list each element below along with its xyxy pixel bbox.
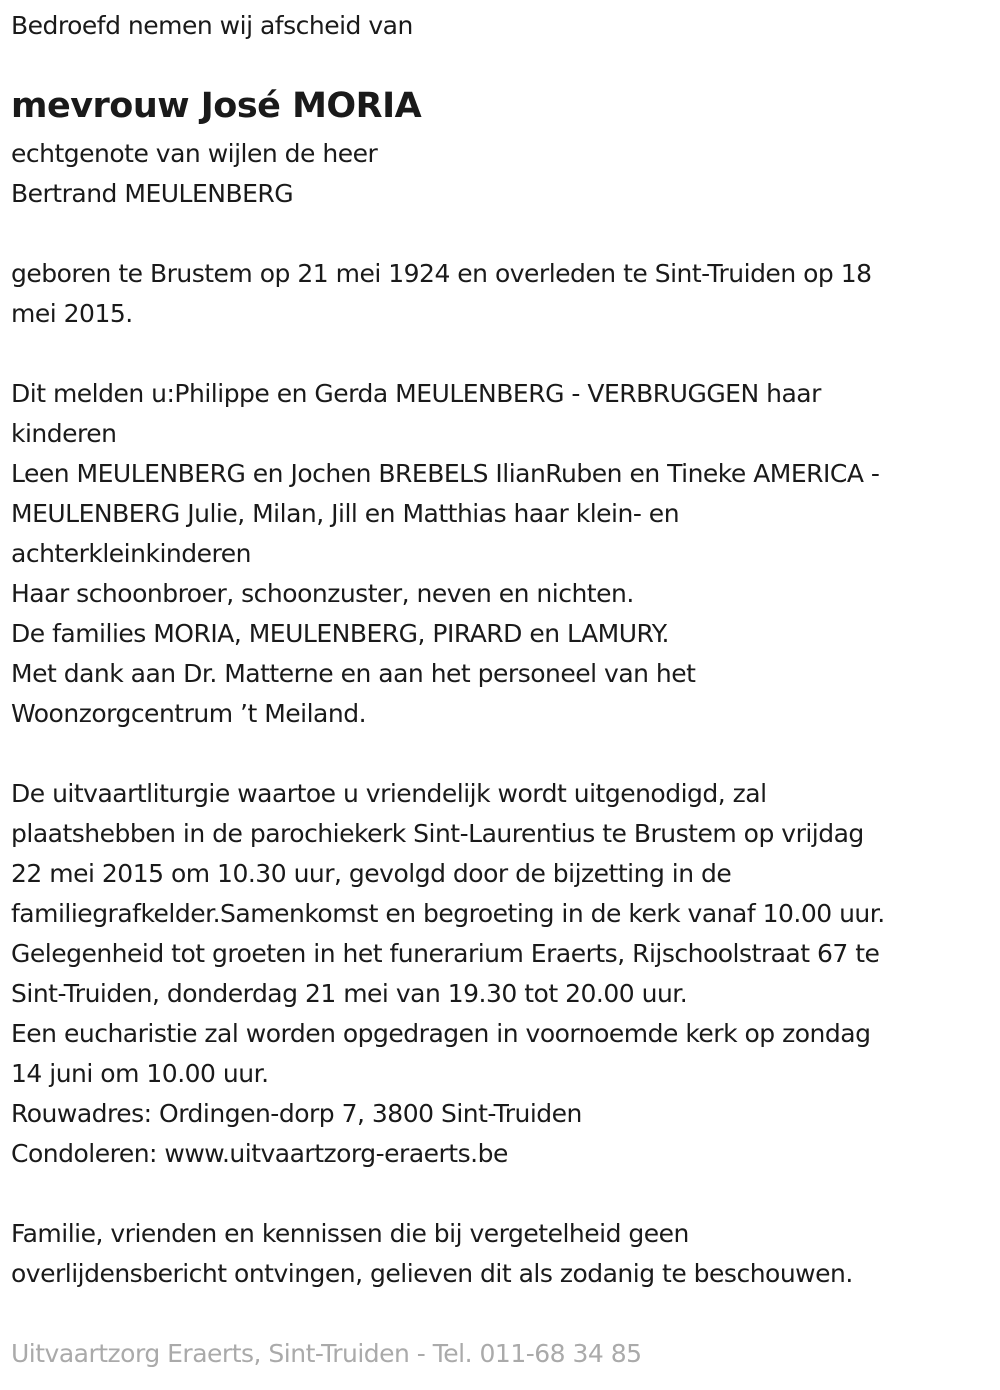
- funeral-line: De uitvaartliturgie waartoe u vriendelijk wordt uitgenodigd, zal: [11, 779, 767, 808]
- funeral-line: Gelegenheid tot groeten in het funerarium Eraerts, Rijschoolstraat 67 te: [11, 939, 880, 968]
- note-line: Familie, vrienden en kennissen die bij vergetelheid geen: [11, 1219, 689, 1248]
- notice-note-section: [11, 1214, 853, 1294]
- deceased-name: mevrouw José MORIA: [11, 86, 422, 126]
- funeral-line: 14 juni om 10.00 uur.: [11, 1059, 269, 1088]
- family-section: [11, 374, 879, 734]
- family-line: MEULENBERG Julie, Milan, Jill en Matthias haar klein- en: [11, 499, 680, 528]
- funeral-section: [11, 774, 885, 1174]
- birth-death-line: mei 2015.: [11, 299, 133, 328]
- spouse-line: echtgenote van wijlen de heer: [11, 139, 378, 168]
- birth-death-line: geboren te Brustem op 21 mei 1924 en overleden te Sint-Truiden op 18: [11, 259, 872, 288]
- family-line: Met dank aan Dr. Matterne en aan het personeel van het: [11, 659, 696, 688]
- funeral-line: familiegrafkelder.Samenkomst en begroeting in de kerk vanaf 10.00 uur.: [11, 899, 885, 928]
- family-line: Dit melden u:Philippe en Gerda MEULENBERG - VERBRUGGEN haar: [11, 379, 821, 408]
- funeral-line: Sint-Truiden, donderdag 21 mei van 19.30 tot 20.00 uur.: [11, 979, 688, 1008]
- condolence-link[interactable]: Condoleren: www.uitvaartzorg-eraerts.be: [11, 1139, 508, 1168]
- spouse-section: [11, 134, 377, 214]
- family-line: Leen MEULENBERG en Jochen BREBELS IlianRuben en Tineke AMERICA -: [11, 459, 880, 488]
- family-line: Haar schoonbroer, schoonzuster, neven en nichten.: [11, 579, 634, 608]
- mourning-address: Rouwadres: Ordingen-dorp 7, 3800 Sint-Truiden: [11, 1099, 582, 1128]
- family-line: kinderen: [11, 419, 117, 448]
- family-line: achterkleinkinderen: [11, 539, 251, 568]
- family-line: Woonzorgcentrum ’t Meiland.: [11, 699, 367, 728]
- funeral-home-footer: Uitvaartzorg Eraerts, Sint-Truiden - Tel. 011-68 34 85: [11, 1339, 642, 1368]
- funeral-line: Een eucharistie zal worden opgedragen in voornoemde kerk op zondag: [11, 1019, 871, 1048]
- intro-text: Bedroefd nemen wij afscheid van: [11, 11, 413, 40]
- spouse-line: Bertrand MEULENBERG: [11, 179, 294, 208]
- birth-death-section: [11, 254, 872, 334]
- note-line: overlijdensbericht ontvingen, gelieven dit als zodanig te beschouwen.: [11, 1259, 853, 1288]
- funeral-line: 22 mei 2015 om 10.30 uur, gevolgd door de bijzetting in de: [11, 859, 732, 888]
- funeral-line: plaatshebben in de parochiekerk Sint-Laurentius te Brustem op vrijdag: [11, 819, 864, 848]
- family-line: De families MORIA, MEULENBERG, PIRARD en LAMURY.: [11, 619, 669, 648]
